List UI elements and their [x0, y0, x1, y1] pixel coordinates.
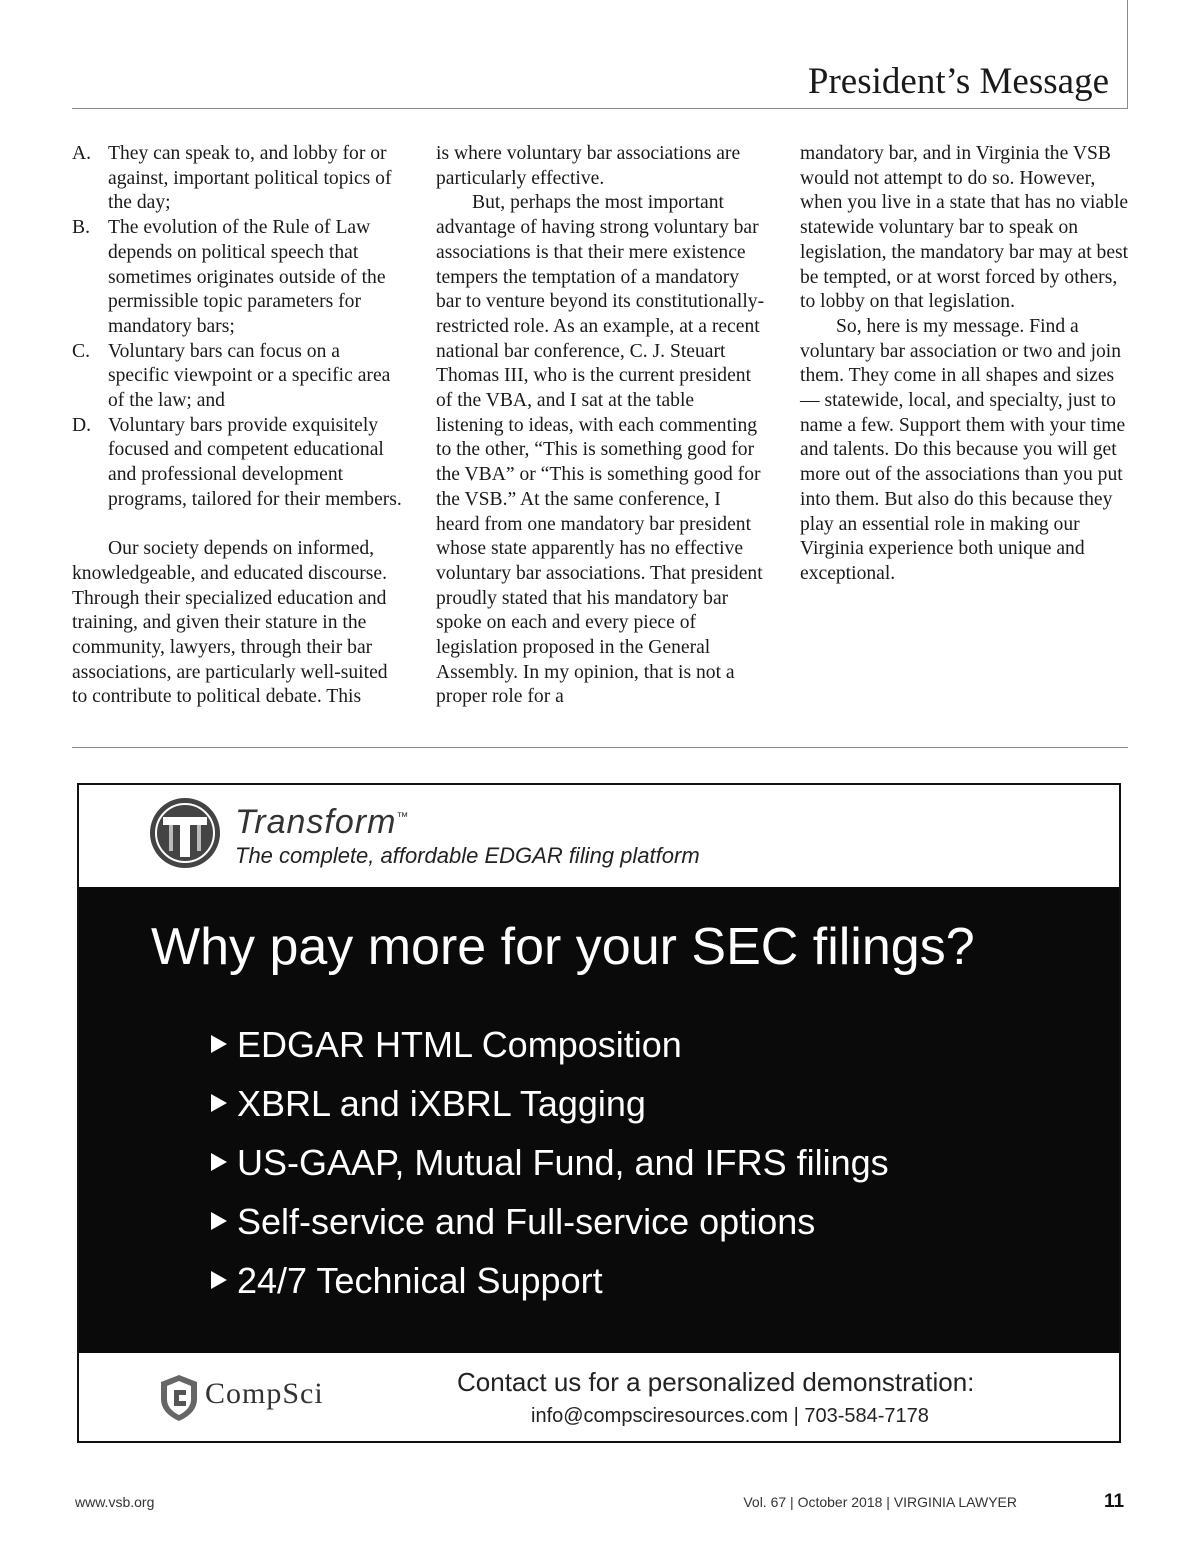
header-rule: [72, 108, 1128, 109]
body-paragraph: Our society depends on informed, knowledgeable, and educated discourse. Through their specialized education and training, and given their stature in the community, lawyers, through their bar associations, are particularly well-suited to contribute to political debate. This: [72, 538, 388, 708]
footer-website-link[interactable]: www.vsb.org: [75, 1494, 155, 1510]
triangle-bullet-icon: [211, 1094, 227, 1112]
ad-contact-detail[interactable]: info@compsciresources.com | 703-584-7178: [531, 1405, 929, 1427]
trademark-mark: ™: [396, 809, 410, 824]
triangle-bullet-icon: [211, 1212, 227, 1230]
list-text: The evolution of the Rule of Law depends on political speech that sometimes originates outside of the permissible topic parameters for mandatory bars;: [108, 217, 386, 337]
page-number: 11: [1104, 1491, 1125, 1512]
ad-feature-list: [211, 1015, 889, 1310]
ad-header: [79, 785, 1119, 887]
footer-issue-info: Vol. 67 | October 2018 | VIRGINIA LAWYER: [743, 1494, 1017, 1510]
list-text: Voluntary bars can focus on a specific viewpoint or a specific area of the law; and: [108, 340, 391, 412]
list-item: [72, 414, 402, 513]
triangle-bullet-icon: [211, 1035, 227, 1053]
ad-footer: [79, 1353, 1119, 1441]
ad-feature-item: Self-service and Full-service options: [211, 1192, 889, 1251]
ad-feature-item: 24/7 Technical Support: [211, 1251, 889, 1310]
ad-brand-name: Transform™: [235, 803, 410, 841]
compsci-shield-logo-icon: [159, 1373, 199, 1423]
body-paragraph: But, perhaps the most important advantage of having strong voluntary bar associations is that their mere existence tempers the temptation of a mandatory bar to venture beyond its constitutionally-restricted role. As an example, at a recent national bar conference, C. J. Steuart Thomas III, who is the current president of the VBA, and I sat at the table listening to ideas, with each commenting to the other, “This is something good for the VBA” or “This is something good for the VSB.” At the same conference, I heard from one mandatory bar president whose state apparently has no effective voluntary bar associations. That president proudly stated that his mandatory bar spoke on each and every piece of legislation proposed in the General Assembly. In my opinion, that is not a proper role for a: [436, 192, 765, 708]
ad-feature-item: XBRL and iXBRL Tagging: [211, 1074, 889, 1133]
list-item: [72, 142, 402, 216]
article-column-1: [72, 142, 402, 710]
page-edge-line: [1127, 0, 1128, 108]
list-item: [72, 340, 402, 414]
ad-headline: Why pay more for your SEC filings?: [151, 918, 975, 976]
ad-tagline: The complete, affordable EDGAR filing platform: [235, 843, 700, 868]
list-marker: B.: [72, 217, 90, 239]
body-paragraph: So, here is my message. Find a voluntary bar association or two and join them. They come in all shapes and sizes — statewide, local, and specialty, just to name a few. Support them with your time and talents. Do this because you will get more out of the associations than you put into them. But also do this because they play an essential role in making our Virginia experience both unique and exceptional.: [800, 315, 1126, 584]
list-text: Voluntary bars provide exquisitely focused and competent educational and professional development programs, tailored for their members.: [108, 414, 402, 510]
ad-feature-item: US-GAAP, Mutual Fund, and IFRS filings: [211, 1133, 889, 1192]
argument-list: [72, 142, 402, 513]
article-column-2: [436, 142, 766, 710]
section-title: President’s Message: [807, 61, 1109, 102]
list-marker: D.: [72, 414, 92, 436]
compsci-company-name: CompSci: [205, 1377, 324, 1410]
triangle-bullet-icon: [211, 1153, 227, 1171]
ad-contact-heading: Contact us for a personalized demonstration:: [457, 1367, 975, 1397]
list-marker: C.: [72, 340, 90, 362]
transform-logo-icon: [149, 797, 221, 869]
ad-feature-item: EDGAR HTML Composition: [211, 1015, 889, 1074]
triangle-bullet-icon: [211, 1271, 227, 1289]
article-column-3: [800, 142, 1130, 587]
list-text: They can speak to, and lobby for or against, important political topics of the day;: [108, 143, 392, 214]
body-paragraph-continuation: mandatory bar, and in Virginia the VSB would not attempt to do so. However, when you live in a state that has no viable statewide voluntary bar to speak on legislation, the mandatory bar may at best be tempted, or at worst forced by others, to lobby on that legislation.: [800, 143, 1129, 313]
ad-main-panel: [79, 887, 1119, 1353]
list-marker: A.: [72, 143, 92, 164]
body-paragraph-continuation: is where voluntary bar associations are particularly effective.: [436, 143, 741, 189]
advertisement[interactable]: [77, 783, 1121, 1443]
article-end-rule: [72, 747, 1128, 748]
list-item: [72, 216, 402, 340]
